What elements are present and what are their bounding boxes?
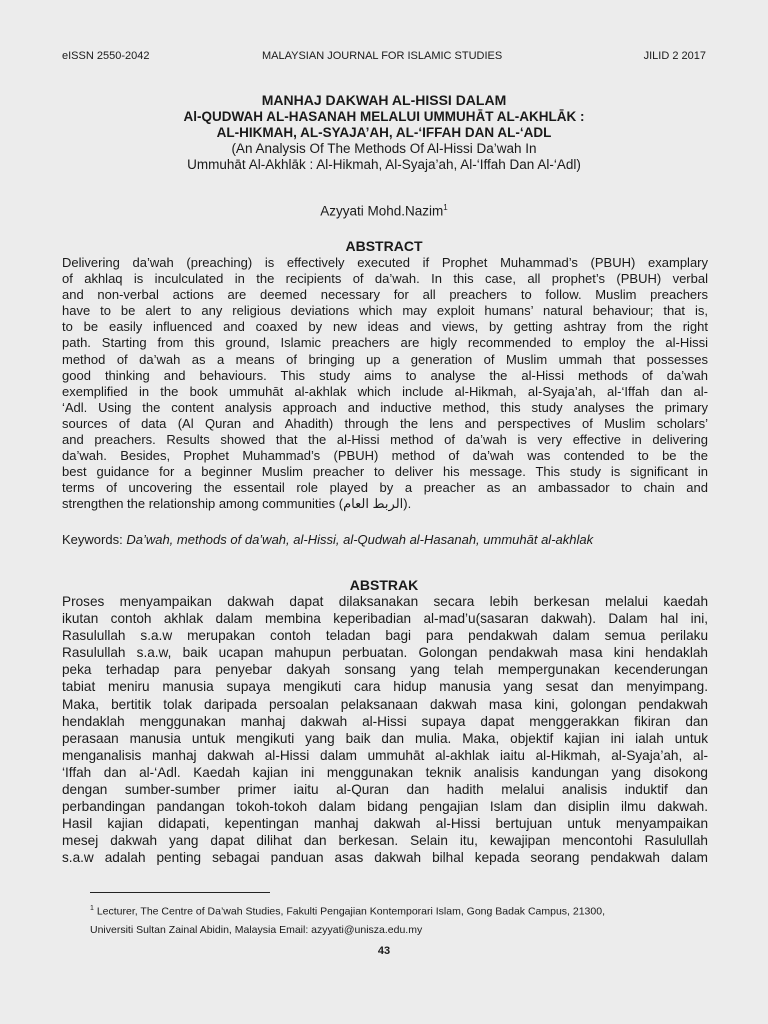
author-footnote-mark: 1 bbox=[443, 203, 448, 212]
abstract-body bbox=[62, 255, 708, 513]
text-line: dengan sumber-sumber primer iaitu al-Quran dan hadith melalui analisis induktif dan bbox=[62, 782, 708, 798]
text-line: Maka, bertitik tolak daripada persoalan pelaksanaan dakwah masa kini, golongan pendakwah bbox=[62, 696, 708, 712]
abstrak-body bbox=[62, 593, 708, 867]
text-line: of akhlaq is inculculated in the recipients of da’wah. In this case, all prophet’s (PBUH) verbal bbox=[62, 271, 708, 287]
text-line: strengthen the relationship among communities (الربط العام). bbox=[62, 496, 412, 512]
text-line: perasaan manusia untuk mengikuti yang baik dan mulia. Maka, objektif kajian ini ialah untuk bbox=[62, 730, 708, 746]
title-line-1: MANHAJ DAKWAH AL-HISSI DALAM bbox=[261, 92, 507, 108]
text-line: hendaklah menggunakan manhaj dakwah al-Hissi supaya dapat menggerakkan fikiran dan bbox=[62, 713, 708, 729]
text-line: have to be alert to any religious deviations which may exploit humans’ natural behaviour; that is, bbox=[62, 303, 708, 319]
keywords-line bbox=[62, 532, 708, 547]
keywords-label: Keywords: bbox=[62, 532, 123, 547]
title-line-5: Ummuhāt Al-Akhlāk : Al-Hikmah, Al-Syaja’ah, Al-‘Iffah Dan Al-‘Adl) bbox=[187, 157, 581, 172]
text-line: da’wah. Besides, Prophet Muhammad’s (PBUH) method of da’wah was contended to be the bbox=[62, 448, 708, 464]
title-line-3: AL-HIKMAH, AL-SYAJA’AH, AL-‘IFFAH DAN AL-‘ADL bbox=[216, 125, 552, 140]
text-line: to be easily influenced and coaxed by new ideas and views, by getting ashtray from the right bbox=[62, 319, 708, 335]
text-line: peka terhadap para penyebar dakyah sonsang yang telah mempergunakan kecenderungan bbox=[62, 662, 708, 678]
author-name: Azyyati Mohd.Nazim bbox=[320, 203, 444, 219]
author bbox=[60, 203, 708, 219]
text-line: sources of data (Al Quran and Ahadith) through the lens and perspectives of Muslim scholars’ bbox=[62, 415, 708, 431]
running-header bbox=[62, 50, 706, 66]
page-number: 43 bbox=[377, 945, 391, 957]
text-line: method of da’wah as a means of bringing up a generation of Muslim ummah that possesses bbox=[62, 351, 708, 367]
text-line: ikutan contoh akhlak dalam membina keperibadian al-mad’u(sasaran dakwah). Dalam hal ini, bbox=[62, 611, 708, 627]
text-line: Proses menyampaikan dakwah dapat dilaksanakan secara lebih berkesan melalui kaedah bbox=[62, 594, 708, 609]
text-line: mesej dakwah yang dapat dilihat dan berkesan. Selain itu, kewajipan mencontohi Rasulullah bbox=[62, 833, 708, 849]
text-line: perbandingan pandangan tokoh-tokoh dalam bidang pengajian Islam dan disiplin ilmu dakwah. bbox=[62, 799, 708, 815]
text-line: s.a.w adalah penting sebagai panduan asas dakwah bilhal kepada seorang pendakwah dalam bbox=[62, 850, 708, 866]
footnote-line-2: Universiti Sultan Zainal Abidin, Malaysia Email: azyyati@unisza.edu.my bbox=[90, 923, 423, 936]
footnote-mark: 1 bbox=[90, 905, 94, 912]
footnote-line-1: Lecturer, The Centre of Da’wah Studies, Fakulti Pengajian Kontemporari Islam, Gong Badak Campus, 21300, bbox=[96, 905, 605, 918]
text-line: good thinking and behaviours. This study aims to analyse the al-Hissi methods of da’wah bbox=[62, 367, 708, 383]
footnote-divider bbox=[90, 892, 270, 893]
title-line-4: (An Analysis Of The Methods Of Al-Hissi Da’wah In bbox=[231, 141, 537, 156]
abstrak-heading: ABSTRAK bbox=[349, 577, 419, 593]
text-line: path. Starting from this ground, Islamic preachers are higly recommended to employ the al-Hissi bbox=[62, 335, 708, 351]
journal-name: MALAYSIAN JOURNAL FOR ISLAMIC STUDIES bbox=[262, 50, 503, 62]
text-line: ‘Adl. Using the content analysis approach and inductive method, this study analyses the primary bbox=[62, 399, 708, 415]
text-line: Delivering da’wah (preaching) is effectively executed if Prophet Muhammad’s (PBUH) examplary bbox=[62, 255, 708, 270]
text-line: Rasulullah s.a.w merupakan contoh teladan bagi para pendakwah dalam semua perilaku bbox=[62, 628, 708, 644]
text-line: terms of uncovering the essentail role played by a preacher as an ambassador to chain and bbox=[62, 480, 708, 496]
keywords-text: Da’wah, methods of da’wah, al-Hissi, al-Qudwah al-Hasanah, ummuhāt al-akhlak bbox=[126, 532, 594, 547]
title-line-2: Al-QUDWAH AL-HASANAH MELALUI UMMUHĀT AL-AKHLĀK : bbox=[183, 109, 585, 124]
volume-text: JILID 2 2017 bbox=[643, 50, 706, 62]
text-line: and non-verbal actions are deemed necessary for all preachers to follow. Muslim preachers bbox=[62, 287, 708, 303]
text-line: menganalisis manhaj dakwah al-Hissi dalam ummuhāt al-akhlak iaitu al-Hikmah, al-Syaja’ah, al- bbox=[62, 747, 708, 763]
text-line: best guidance for a beginner Muslim preacher to deliver his message. This study is significant in bbox=[62, 464, 708, 480]
footnote bbox=[90, 900, 690, 939]
text-line: and preachers. Results showed that the al-Hissi method of da’wah is very effective in delivering bbox=[62, 432, 708, 448]
text-line: Rasulullah s.a.w, baik ucapan mahupun perbuatan. Golongan pendakwah masa kini hendaklah bbox=[62, 645, 708, 661]
abstract-heading: ABSTRACT bbox=[345, 238, 423, 254]
text-line: ‘Iffah dan al-‘Adl. Kaedah kajian ini menggunakan teknik analisis kandungan yang disokong bbox=[62, 764, 708, 780]
issn-text: eISSN 2550-2042 bbox=[62, 50, 150, 62]
text-line: Hasil kajian didapati, kepentingan manhaj dakwah al-Hissi bertujuan untuk menyampaikan bbox=[62, 816, 708, 832]
text-line: tabiat meniru manusia supaya mengikuti cara hidup manusia yang sesat dan menyimpang. bbox=[62, 679, 708, 695]
text-line: exemplified in the book ummuhāt al-akhlak which include al-Hikmah, al-Syaja’ah, al-‘Iffah dan al- bbox=[62, 383, 708, 399]
